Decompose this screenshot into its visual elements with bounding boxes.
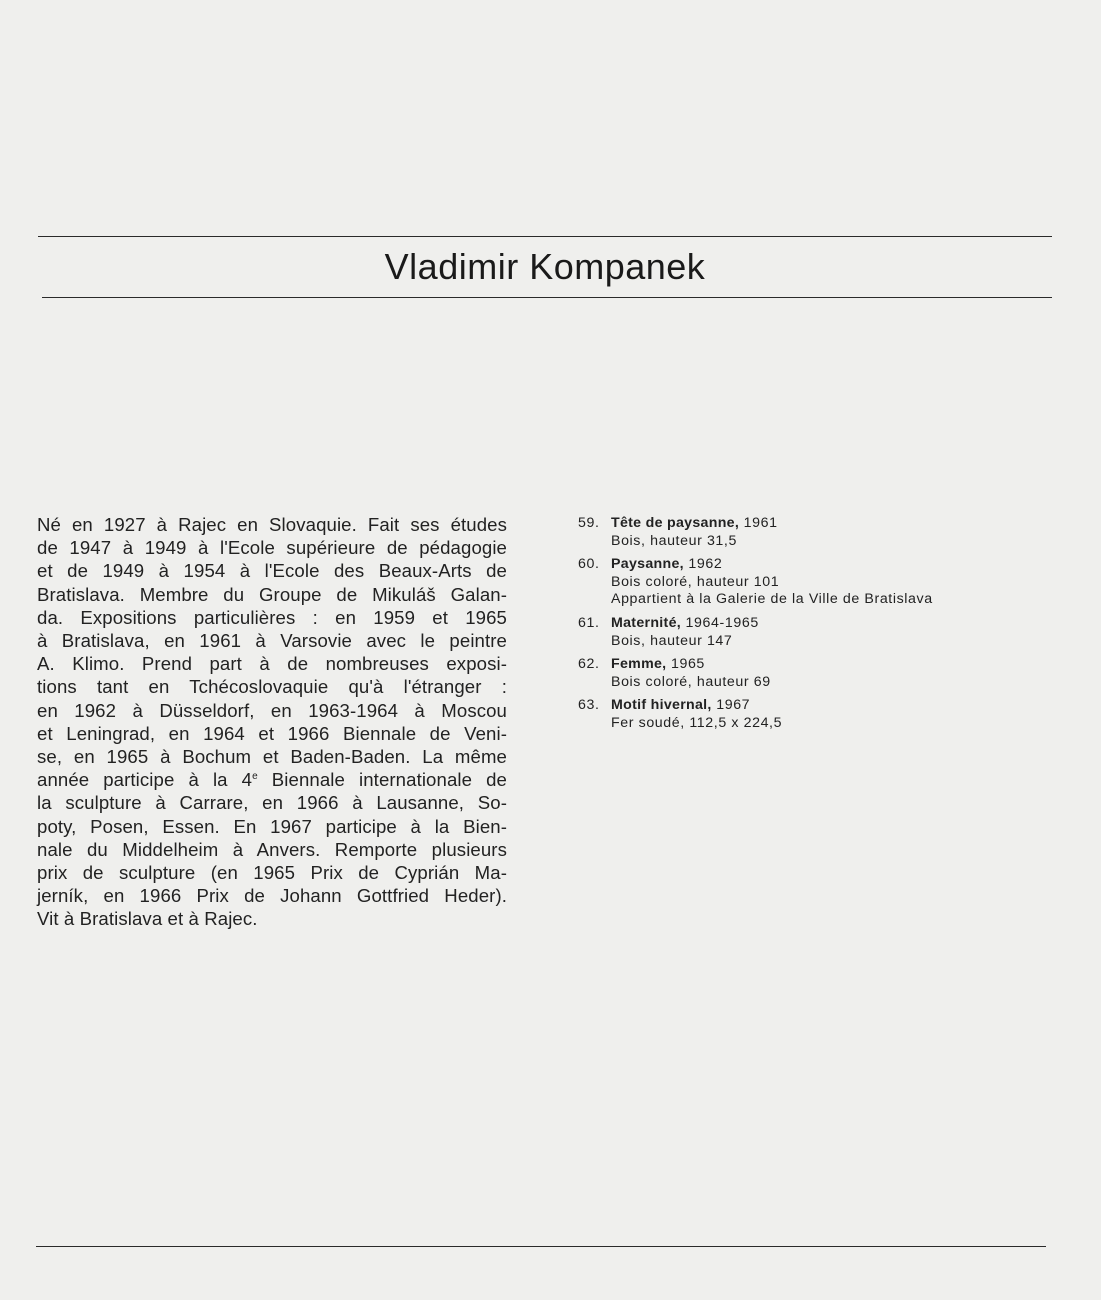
catalog-heading xyxy=(611,656,1078,674)
work-detail: Bois coloré, hauteur 69 xyxy=(611,673,771,690)
work-title: Tête de paysanne, xyxy=(611,515,740,531)
biography-text xyxy=(37,513,507,931)
bio-line: Né en 1927 à Rajec en Slovaquie. Fait ses études xyxy=(37,514,507,535)
title-top-rule xyxy=(38,236,1052,237)
catalog-entry xyxy=(578,515,1078,550)
work-year: 1967 xyxy=(711,697,751,714)
superscript-ordinal: e xyxy=(252,771,258,783)
catalog-heading xyxy=(611,615,1078,633)
catalog-number: 60. xyxy=(578,556,600,573)
catalog-entry xyxy=(578,556,1078,609)
bio-line: et Leningrad, en 1964 et 1966 Biennale de Veni- xyxy=(37,722,507,744)
bio-line: et de 1949 à 1954 à l'Ecole des Beaux-Arts de xyxy=(37,560,507,582)
bio-line: Bratislava. Membre du Groupe de Mikuláš Galan- xyxy=(37,583,507,605)
bio-line: de 1947 à 1949 à l'Ecole supérieure de pédagogie xyxy=(37,537,507,559)
catalog-heading xyxy=(611,697,1078,715)
catalog-heading xyxy=(611,556,1078,574)
work-detail: Bois, hauteur 147 xyxy=(611,632,733,649)
work-detail: Bois coloré, hauteur 101 xyxy=(611,573,780,590)
work-title: Paysanne, xyxy=(611,556,684,573)
works-catalog xyxy=(578,515,1078,739)
work-year: 1962 xyxy=(683,556,723,573)
catalog-entry xyxy=(578,656,1078,691)
catalog-number: 62. xyxy=(578,656,600,673)
bio-line: à Bratislava, en 1961 à Varsovie avec le peintre xyxy=(37,630,507,652)
bio-line: en 1962 à Düsseldorf, en 1963-1964 à Moscou xyxy=(37,699,507,721)
work-detail: Bois, hauteur 31,5 xyxy=(611,532,737,549)
bio-line: A. Klimo. Prend part à de nombreuses exposi- xyxy=(37,653,507,675)
catalog-entry xyxy=(578,697,1078,732)
bio-line: nale du Middelheim à Anvers. Remporte plusieurs xyxy=(37,838,507,860)
catalog-number: 61. xyxy=(578,614,600,631)
bio-line-end: Biennale internationale de xyxy=(257,769,507,791)
catalog-number: 63. xyxy=(578,697,600,714)
title-bottom-rule xyxy=(42,297,1052,298)
work-title: Femme, xyxy=(611,656,667,673)
catalog-entry xyxy=(578,615,1078,650)
bio-line xyxy=(37,768,507,791)
bio-line: Vit à Bratislava et à Rajec. xyxy=(37,908,258,930)
bio-line: tions tant en Tchécoslovaquie qu'à l'étranger : xyxy=(37,676,507,698)
bio-line: poty, Posen, Essen. En 1967 participe à la Bien- xyxy=(37,815,507,837)
catalog-heading xyxy=(611,515,1078,533)
work-year: 1964-1965 xyxy=(681,614,759,631)
bio-line: jerník, en 1966 Prix de Johann Gottfried Heder). xyxy=(37,885,507,907)
work-year: 1965 xyxy=(666,656,705,673)
bio-line: da. Expositions particulières : en 1959 et 1965 xyxy=(37,606,507,628)
bio-line: prix de sculpture (en 1965 Prix de Cyprián Ma- xyxy=(37,862,507,884)
work-title: Motif hivernal, xyxy=(611,697,712,714)
work-year: 1961 xyxy=(739,515,778,531)
catalog-number: 59. xyxy=(578,515,600,531)
bio-line: la sculpture à Carrare, en 1966 à Lausanne, So- xyxy=(37,792,507,814)
work-detail: Fer soudé, 112,5 x 224,5 xyxy=(611,714,783,731)
work-detail: Appartient à la Galerie de la Ville de Bratislava xyxy=(611,591,933,608)
work-title: Maternité, xyxy=(611,614,682,631)
footer-rule xyxy=(36,1246,1046,1247)
bio-line: se, en 1965 à Bochum et Baden-Baden. La même xyxy=(37,746,507,768)
bio-line-start: année participe à la 4 xyxy=(37,769,253,791)
page-title: Vladimir Kompanek xyxy=(384,246,706,287)
